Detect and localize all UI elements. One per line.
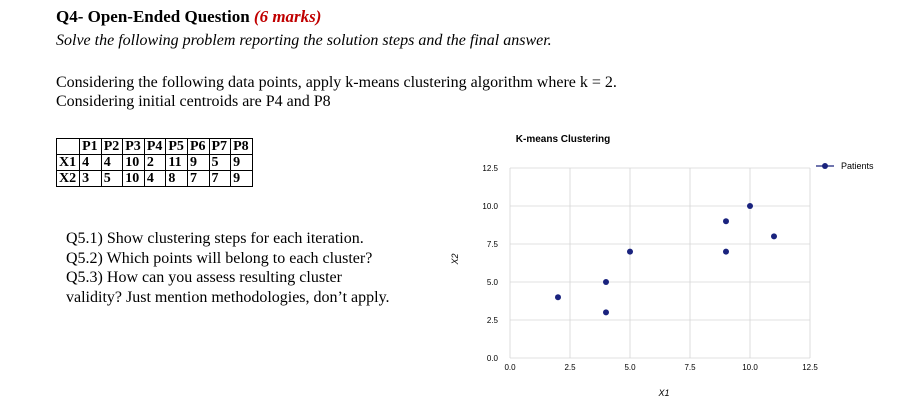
- y-tick-label: 2.5: [486, 316, 498, 325]
- table-cell: 8: [166, 171, 188, 187]
- data-point: [747, 203, 753, 209]
- table-header-cell: P1: [80, 139, 102, 155]
- legend-marker-dot: [822, 163, 828, 169]
- chart-legend: [816, 161, 874, 171]
- table-cell: 7: [187, 171, 209, 187]
- table-header-cell: P7: [209, 139, 231, 155]
- x-tick-label: 2.5: [564, 363, 576, 372]
- sub-question: Q5.3) How can you assess resulting cluster: [66, 269, 342, 286]
- y-tick-label: 5.0: [486, 278, 498, 287]
- data-point: [723, 249, 729, 255]
- chart-title: K-means Clustering: [515, 134, 611, 145]
- y-tick-label: 12.5: [482, 164, 498, 173]
- problem-statement: [56, 73, 617, 111]
- chart-gridlines: [510, 168, 810, 358]
- table-header-cell: P4: [144, 139, 166, 155]
- kmeans-scatter-chart: [440, 125, 910, 405]
- table-cell: 5: [209, 155, 231, 171]
- sub-question: Q5.1) Show clustering steps for each iteration.: [66, 230, 364, 247]
- table-header-cell: P8: [231, 139, 253, 155]
- y-tick-label: 0.0: [486, 354, 498, 363]
- table-cell: 10: [123, 171, 145, 187]
- table-header-cell: P6: [187, 139, 209, 155]
- question-title: [56, 7, 321, 27]
- y-tick-label: 7.5: [486, 240, 498, 249]
- x-tick-label: 10.0: [742, 363, 758, 372]
- x-tick-label: 12.5: [802, 363, 818, 372]
- table-cell: 9: [231, 155, 253, 171]
- x-tick-label: 7.5: [684, 363, 696, 372]
- table-header-cell: P2: [101, 139, 123, 155]
- table-cell: 7: [209, 171, 231, 187]
- table-cell: X1: [57, 155, 80, 171]
- table-header-row: [57, 139, 253, 155]
- table-cell: 9: [187, 155, 209, 171]
- table-cell: 9: [231, 171, 253, 187]
- y-axis-label: X2: [450, 253, 460, 265]
- data-points-table: [56, 138, 253, 187]
- data-point: [555, 294, 561, 300]
- data-point: [603, 279, 609, 285]
- table-cell: 5: [101, 171, 123, 187]
- table-cell: 4: [101, 155, 123, 171]
- table-cell: 4: [80, 155, 102, 171]
- legend-label-patients: Patients: [841, 161, 874, 171]
- y-tick-label: 10.0: [482, 202, 498, 211]
- sub-question: Q5.2) Which points will belong to each cluster?: [66, 249, 373, 267]
- problem-statement-line-1: Considering the following data points, apply k-means clustering algorithm where k = 2.: [56, 74, 617, 91]
- table-cell: 4: [144, 171, 166, 187]
- question-title-text: Q4- Open-Ended Question: [56, 7, 250, 26]
- x-axis-label: X1: [658, 388, 670, 398]
- x-tick-label: 5.0: [624, 363, 636, 372]
- sub-questions: [66, 229, 390, 307]
- table-cell: 2: [144, 155, 166, 171]
- table-cell: 10: [123, 155, 145, 171]
- x-axis-ticks: [504, 363, 818, 372]
- table-cell: 11: [166, 155, 188, 171]
- problem-statement-line-2: Considering initial centroids are P4 and P8: [56, 93, 331, 110]
- table-row-x2: [57, 171, 253, 187]
- chart-points: [555, 203, 777, 315]
- sub-question: validity? Just mention methodologies, don’t apply.: [66, 288, 390, 306]
- question-subtitle: Solve the following problem reporting the solution steps and the final answer.: [56, 32, 552, 49]
- data-point: [603, 309, 609, 315]
- data-point: [627, 249, 633, 255]
- table-cell: X2: [57, 171, 80, 187]
- question-marks: (6 marks): [253, 7, 322, 26]
- x-tick-label: 0.0: [504, 363, 516, 372]
- table-header-cell: [57, 139, 80, 155]
- table-cell: 3: [80, 171, 102, 187]
- table-header-cell: P3: [123, 139, 145, 155]
- y-axis-ticks: [482, 164, 498, 363]
- data-point: [771, 233, 777, 239]
- data-point: [723, 218, 729, 224]
- table-row-x1: [57, 155, 253, 171]
- table-header-cell: P5: [166, 139, 188, 155]
